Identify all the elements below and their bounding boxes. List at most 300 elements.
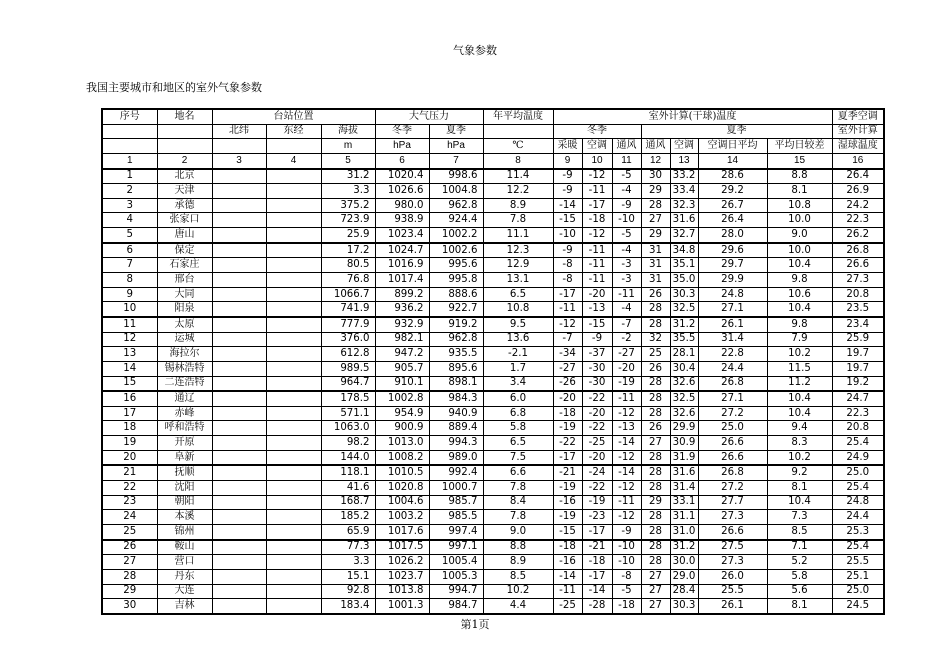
cell-summer-ac-daily-avg: 26.1 bbox=[698, 317, 767, 332]
column-number: 8 bbox=[483, 153, 553, 168]
cell-seq: 29 bbox=[102, 584, 157, 599]
cell-daily-range: 9.4 bbox=[767, 421, 832, 436]
cell-longitude bbox=[266, 481, 321, 496]
cell-summer-vent: 31 bbox=[641, 273, 670, 288]
cell-pressure-winter: 980.0 bbox=[375, 198, 429, 213]
cell-winter-heating: -34 bbox=[553, 347, 582, 362]
cell-city-name: 鞍山 bbox=[157, 540, 212, 555]
cell-pressure-winter: 954.9 bbox=[375, 406, 429, 421]
cell-daily-range: 10.2 bbox=[767, 450, 832, 465]
cell-longitude bbox=[266, 569, 321, 584]
header-cell-empty bbox=[102, 139, 157, 154]
cell-city-name: 保定 bbox=[157, 243, 212, 258]
cell-city-name: 太原 bbox=[157, 317, 212, 332]
cell-altitude: 118.1 bbox=[321, 465, 375, 480]
cell-winter-ac: -23 bbox=[582, 510, 612, 525]
cell-latitude bbox=[212, 555, 266, 570]
cell-pressure-summer: 935.5 bbox=[429, 347, 483, 362]
cell-daily-range: 5.2 bbox=[767, 555, 832, 570]
header-annual-temp: 年平均温度 bbox=[483, 109, 553, 124]
cell-winter-vent: -4 bbox=[612, 302, 641, 317]
cell-pressure-winter: 1016.9 bbox=[375, 258, 429, 273]
cell-city-name: 张家口 bbox=[157, 213, 212, 228]
cell-daily-range: 8.5 bbox=[767, 524, 832, 539]
cell-city-name: 石家庄 bbox=[157, 258, 212, 273]
cell-summer-wet-bulb: 25.3 bbox=[832, 524, 884, 539]
table-row bbox=[102, 406, 884, 421]
cell-summer-wet-bulb: 26.6 bbox=[832, 258, 884, 273]
cell-longitude bbox=[266, 169, 321, 184]
cell-winter-ac: -25 bbox=[582, 436, 612, 451]
table-row bbox=[102, 524, 884, 539]
cell-summer-ac: 28.4 bbox=[670, 584, 698, 599]
cell-seq: 5 bbox=[102, 228, 157, 243]
cell-summer-vent: 31 bbox=[641, 243, 670, 258]
cell-annual-temp: 6.8 bbox=[483, 406, 553, 421]
cell-altitude: 376.0 bbox=[321, 332, 375, 347]
cell-summer-ac: 33.2 bbox=[670, 169, 698, 184]
cell-summer-ac: 32.3 bbox=[670, 198, 698, 213]
cell-altitude: 1066.7 bbox=[321, 287, 375, 302]
cell-winter-ac: -11 bbox=[582, 184, 612, 199]
header-cell-empty bbox=[157, 124, 212, 139]
cell-summer-ac-daily-avg: 27.2 bbox=[698, 481, 767, 496]
cell-daily-range: 10.0 bbox=[767, 213, 832, 228]
cell-winter-ac: -24 bbox=[582, 465, 612, 480]
cell-pressure-summer: 919.2 bbox=[429, 317, 483, 332]
cell-pressure-summer: 984.7 bbox=[429, 599, 483, 614]
cell-latitude bbox=[212, 376, 266, 391]
cell-pressure-winter: 1023.7 bbox=[375, 569, 429, 584]
cell-altitude: 80.5 bbox=[321, 258, 375, 273]
cell-altitude: 92.8 bbox=[321, 584, 375, 599]
cell-pressure-summer: 962.8 bbox=[429, 332, 483, 347]
cell-pressure-summer: 997.1 bbox=[429, 540, 483, 555]
cell-summer-ac: 31.0 bbox=[670, 524, 698, 539]
cell-summer-wet-bulb: 22.3 bbox=[832, 406, 884, 421]
cell-seq: 26 bbox=[102, 540, 157, 555]
cell-latitude bbox=[212, 213, 266, 228]
cell-annual-temp: 5.8 bbox=[483, 421, 553, 436]
cell-pressure-winter: 1020.8 bbox=[375, 481, 429, 496]
cell-longitude bbox=[266, 258, 321, 273]
cell-latitude bbox=[212, 332, 266, 347]
cell-longitude bbox=[266, 184, 321, 199]
cell-winter-heating: -25 bbox=[553, 599, 582, 614]
cell-summer-ac-daily-avg: 27.3 bbox=[698, 555, 767, 570]
cell-latitude bbox=[212, 228, 266, 243]
cell-city-name: 阜新 bbox=[157, 450, 212, 465]
cell-daily-range: 8.1 bbox=[767, 184, 832, 199]
cell-altitude: 41.6 bbox=[321, 481, 375, 496]
table-row bbox=[102, 569, 884, 584]
cell-longitude bbox=[266, 584, 321, 599]
cell-annual-temp: 8.4 bbox=[483, 495, 553, 510]
cell-summer-ac: 32.6 bbox=[670, 406, 698, 421]
cell-summer-wet-bulb: 22.3 bbox=[832, 213, 884, 228]
cell-city-name: 吉林 bbox=[157, 599, 212, 614]
cell-summer-wet-bulb: 24.5 bbox=[832, 599, 884, 614]
cell-pressure-winter: 1020.4 bbox=[375, 169, 429, 184]
cell-winter-vent: -14 bbox=[612, 465, 641, 480]
cell-latitude bbox=[212, 258, 266, 273]
cell-winter-vent: -19 bbox=[612, 376, 641, 391]
cell-summer-ac-daily-avg: 26.0 bbox=[698, 569, 767, 584]
header-seq: 序号 bbox=[102, 109, 157, 124]
header-wet-bulb-1: 夏季空调 bbox=[832, 109, 884, 124]
cell-summer-wet-bulb: 24.7 bbox=[832, 391, 884, 406]
cell-summer-vent: 26 bbox=[641, 287, 670, 302]
cell-pressure-winter: 1026.2 bbox=[375, 555, 429, 570]
cell-summer-vent: 28 bbox=[641, 302, 670, 317]
cell-summer-vent: 25 bbox=[641, 347, 670, 362]
cell-summer-ac: 30.3 bbox=[670, 599, 698, 614]
cell-winter-ac: -17 bbox=[582, 524, 612, 539]
cell-daily-range: 10.4 bbox=[767, 302, 832, 317]
cell-summer-ac-daily-avg: 26.6 bbox=[698, 450, 767, 465]
table-row bbox=[102, 361, 884, 376]
table-row bbox=[102, 258, 884, 273]
cell-winter-ac: -21 bbox=[582, 540, 612, 555]
cell-summer-ac-daily-avg: 27.7 bbox=[698, 495, 767, 510]
cell-summer-wet-bulb: 24.2 bbox=[832, 198, 884, 213]
cell-daily-range: 8.1 bbox=[767, 599, 832, 614]
cell-latitude bbox=[212, 169, 266, 184]
cell-pressure-winter: 1010.5 bbox=[375, 465, 429, 480]
cell-altitude: 31.2 bbox=[321, 169, 375, 184]
cell-summer-ac-daily-avg: 27.5 bbox=[698, 540, 767, 555]
header-cell-empty bbox=[102, 124, 157, 139]
cell-pressure-summer: 898.1 bbox=[429, 376, 483, 391]
cell-longitude bbox=[266, 273, 321, 288]
cell-seq: 6 bbox=[102, 243, 157, 258]
cell-longitude bbox=[266, 540, 321, 555]
cell-daily-range: 5.8 bbox=[767, 569, 832, 584]
cell-summer-wet-bulb: 25.4 bbox=[832, 540, 884, 555]
header-lon: 东经 bbox=[266, 124, 321, 139]
column-number: 1 bbox=[102, 153, 157, 168]
cell-summer-ac: 31.2 bbox=[670, 540, 698, 555]
cell-city-name: 呼和浩特 bbox=[157, 421, 212, 436]
cell-pressure-summer: 1004.8 bbox=[429, 184, 483, 199]
cell-winter-ac: -22 bbox=[582, 391, 612, 406]
cell-daily-range: 10.0 bbox=[767, 243, 832, 258]
table-row bbox=[102, 213, 884, 228]
cell-seq: 19 bbox=[102, 436, 157, 451]
cell-latitude bbox=[212, 243, 266, 258]
table-row bbox=[102, 198, 884, 213]
header-name: 地名 bbox=[157, 109, 212, 124]
cell-summer-ac-daily-avg: 26.8 bbox=[698, 465, 767, 480]
cell-daily-range: 10.4 bbox=[767, 495, 832, 510]
cell-altitude: 964.7 bbox=[321, 376, 375, 391]
cell-winter-heating: -22 bbox=[553, 436, 582, 451]
cell-daily-range: 10.8 bbox=[767, 198, 832, 213]
cell-summer-vent: 27 bbox=[641, 213, 670, 228]
cell-latitude bbox=[212, 540, 266, 555]
cell-winter-ac: -14 bbox=[582, 584, 612, 599]
cell-pressure-winter: 1026.6 bbox=[375, 184, 429, 199]
cell-latitude bbox=[212, 198, 266, 213]
cell-altitude: 741.9 bbox=[321, 302, 375, 317]
cell-winter-heating: -21 bbox=[553, 465, 582, 480]
cell-summer-wet-bulb: 25.4 bbox=[832, 481, 884, 496]
page-title: 气象参数 bbox=[453, 44, 497, 57]
cell-summer-ac-daily-avg: 24.8 bbox=[698, 287, 767, 302]
cell-daily-range: 9.0 bbox=[767, 228, 832, 243]
cell-altitude: 723.9 bbox=[321, 213, 375, 228]
cell-winter-ac: -11 bbox=[582, 258, 612, 273]
cell-pressure-summer: 985.5 bbox=[429, 510, 483, 525]
header-cell-empty bbox=[483, 124, 553, 139]
cell-winter-heating: -12 bbox=[553, 317, 582, 332]
cell-summer-vent: 28 bbox=[641, 481, 670, 496]
cell-summer-wet-bulb: 26.4 bbox=[832, 169, 884, 184]
cell-pressure-summer: 1002.6 bbox=[429, 243, 483, 258]
cell-summer-vent: 32 bbox=[641, 332, 670, 347]
cell-summer-wet-bulb: 19.7 bbox=[832, 361, 884, 376]
cell-annual-temp: 10.8 bbox=[483, 302, 553, 317]
cell-pressure-winter: 1017.6 bbox=[375, 524, 429, 539]
cell-altitude: 15.1 bbox=[321, 569, 375, 584]
cell-summer-wet-bulb: 25.9 bbox=[832, 332, 884, 347]
cell-winter-vent: -12 bbox=[612, 481, 641, 496]
cell-city-name: 丹东 bbox=[157, 569, 212, 584]
cell-pressure-summer: 1005.3 bbox=[429, 569, 483, 584]
cell-seq: 25 bbox=[102, 524, 157, 539]
cell-winter-vent: -3 bbox=[612, 273, 641, 288]
cell-city-name: 锡林浩特 bbox=[157, 361, 212, 376]
table-row bbox=[102, 481, 884, 496]
cell-summer-wet-bulb: 19.7 bbox=[832, 347, 884, 362]
cell-daily-range: 11.5 bbox=[767, 361, 832, 376]
cell-longitude bbox=[266, 347, 321, 362]
cell-seq: 10 bbox=[102, 302, 157, 317]
cell-daily-range: 10.6 bbox=[767, 287, 832, 302]
cell-winter-vent: -4 bbox=[612, 184, 641, 199]
cell-latitude bbox=[212, 524, 266, 539]
cell-pressure-summer: 998.6 bbox=[429, 169, 483, 184]
cell-winter-ac: -20 bbox=[582, 406, 612, 421]
cell-summer-ac: 31.6 bbox=[670, 465, 698, 480]
cell-annual-temp: 7.5 bbox=[483, 450, 553, 465]
cell-annual-temp: 7.8 bbox=[483, 510, 553, 525]
cell-altitude: 185.2 bbox=[321, 510, 375, 525]
cell-seq: 14 bbox=[102, 361, 157, 376]
cell-longitude bbox=[266, 465, 321, 480]
cell-pressure-summer: 992.4 bbox=[429, 465, 483, 480]
cell-annual-temp: 11.4 bbox=[483, 169, 553, 184]
column-number: 10 bbox=[582, 153, 612, 168]
header-hpa-winter: hPa bbox=[375, 139, 429, 154]
cell-winter-ac: -37 bbox=[582, 347, 612, 362]
cell-seq: 18 bbox=[102, 421, 157, 436]
cell-winter-vent: -27 bbox=[612, 347, 641, 362]
cell-city-name: 天津 bbox=[157, 184, 212, 199]
cell-altitude: 183.4 bbox=[321, 599, 375, 614]
table-row bbox=[102, 243, 884, 258]
cell-winter-vent: -7 bbox=[612, 317, 641, 332]
cell-daily-range: 8.8 bbox=[767, 169, 832, 184]
cell-pressure-summer: 989.0 bbox=[429, 450, 483, 465]
cell-winter-heating: -14 bbox=[553, 569, 582, 584]
cell-winter-ac: -9 bbox=[582, 332, 612, 347]
cell-winter-ac: -28 bbox=[582, 599, 612, 614]
table-row bbox=[102, 540, 884, 555]
cell-latitude bbox=[212, 317, 266, 332]
header-cell-empty bbox=[157, 139, 212, 154]
cell-latitude bbox=[212, 450, 266, 465]
cell-winter-heating: -15 bbox=[553, 213, 582, 228]
table-row bbox=[102, 436, 884, 451]
cell-city-name: 大连 bbox=[157, 584, 212, 599]
cell-city-name: 二连浩特 bbox=[157, 376, 212, 391]
cell-longitude bbox=[266, 406, 321, 421]
cell-seq: 23 bbox=[102, 495, 157, 510]
header-hpa-summer: hPa bbox=[429, 139, 483, 154]
cell-seq: 28 bbox=[102, 569, 157, 584]
cell-summer-wet-bulb: 25.5 bbox=[832, 555, 884, 570]
header-heating: 采暖 bbox=[553, 139, 582, 154]
cell-winter-vent: -4 bbox=[612, 243, 641, 258]
cell-summer-ac: 32.7 bbox=[670, 228, 698, 243]
cell-pressure-summer: 924.4 bbox=[429, 213, 483, 228]
cell-seq: 1 bbox=[102, 169, 157, 184]
cell-latitude bbox=[212, 406, 266, 421]
cell-winter-vent: -11 bbox=[612, 391, 641, 406]
cell-summer-ac-daily-avg: 26.1 bbox=[698, 599, 767, 614]
cell-pressure-summer: 984.3 bbox=[429, 391, 483, 406]
table-row bbox=[102, 555, 884, 570]
cell-winter-vent: -12 bbox=[612, 450, 641, 465]
header-station: 台站位置 bbox=[212, 109, 375, 124]
table-caption: 我国主要城市和地区的室外气象参数 bbox=[86, 81, 262, 94]
cell-city-name: 赤峰 bbox=[157, 406, 212, 421]
cell-annual-temp: 9.5 bbox=[483, 317, 553, 332]
cell-summer-vent: 28 bbox=[641, 524, 670, 539]
cell-summer-ac-daily-avg: 22.8 bbox=[698, 347, 767, 362]
cell-city-name: 唐山 bbox=[157, 228, 212, 243]
table-row bbox=[102, 391, 884, 406]
cell-latitude bbox=[212, 391, 266, 406]
cell-summer-wet-bulb: 27.3 bbox=[832, 273, 884, 288]
cell-daily-range: 9.8 bbox=[767, 317, 832, 332]
cell-winter-heating: -20 bbox=[553, 391, 582, 406]
cell-pressure-summer: 994.7 bbox=[429, 584, 483, 599]
cell-summer-vent: 27 bbox=[641, 599, 670, 614]
header-wet-bulb-2: 室外计算 bbox=[832, 124, 884, 139]
cell-altitude: 178.5 bbox=[321, 391, 375, 406]
cell-seq: 12 bbox=[102, 332, 157, 347]
cell-longitude bbox=[266, 213, 321, 228]
cell-latitude bbox=[212, 569, 266, 584]
cell-pressure-winter: 1002.8 bbox=[375, 391, 429, 406]
cell-pressure-summer: 888.6 bbox=[429, 287, 483, 302]
cell-summer-ac-daily-avg: 27.1 bbox=[698, 302, 767, 317]
cell-pressure-summer: 997.4 bbox=[429, 524, 483, 539]
cell-seq: 3 bbox=[102, 198, 157, 213]
cell-winter-vent: -12 bbox=[612, 406, 641, 421]
header-vent-summer: 通风 bbox=[641, 139, 670, 154]
cell-daily-range: 9.8 bbox=[767, 273, 832, 288]
header-winter-calc: 冬季 bbox=[553, 124, 641, 139]
cell-pressure-summer: 922.7 bbox=[429, 302, 483, 317]
cell-pressure-winter: 1001.3 bbox=[375, 599, 429, 614]
header-alt: 海拔 bbox=[321, 124, 375, 139]
cell-latitude bbox=[212, 273, 266, 288]
cell-winter-ac: -12 bbox=[582, 169, 612, 184]
cell-summer-ac-daily-avg: 29.6 bbox=[698, 243, 767, 258]
cell-winter-heating: -11 bbox=[553, 584, 582, 599]
cell-summer-ac: 35.1 bbox=[670, 258, 698, 273]
cell-pressure-winter: 982.1 bbox=[375, 332, 429, 347]
cell-pressure-summer: 962.8 bbox=[429, 198, 483, 213]
cell-daily-range: 7.3 bbox=[767, 510, 832, 525]
cell-pressure-winter: 1017.4 bbox=[375, 273, 429, 288]
cell-longitude bbox=[266, 599, 321, 614]
cell-latitude bbox=[212, 481, 266, 496]
cell-city-name: 朝阳 bbox=[157, 495, 212, 510]
cell-winter-heating: -15 bbox=[553, 524, 582, 539]
cell-summer-vent: 29 bbox=[641, 495, 670, 510]
cell-summer-vent: 30 bbox=[641, 169, 670, 184]
cell-summer-ac-daily-avg: 28.0 bbox=[698, 228, 767, 243]
table-row bbox=[102, 273, 884, 288]
cell-pressure-winter: 1017.5 bbox=[375, 540, 429, 555]
cell-winter-heating: -18 bbox=[553, 540, 582, 555]
cell-seq: 22 bbox=[102, 481, 157, 496]
cell-latitude bbox=[212, 287, 266, 302]
cell-winter-vent: -8 bbox=[612, 569, 641, 584]
cell-winter-ac: -18 bbox=[582, 555, 612, 570]
cell-latitude bbox=[212, 361, 266, 376]
cell-seq: 16 bbox=[102, 391, 157, 406]
cell-winter-vent: -18 bbox=[612, 599, 641, 614]
cell-daily-range: 7.9 bbox=[767, 332, 832, 347]
cell-winter-ac: -22 bbox=[582, 421, 612, 436]
cell-longitude bbox=[266, 436, 321, 451]
column-number: 9 bbox=[553, 153, 582, 168]
cell-winter-ac: -22 bbox=[582, 481, 612, 496]
cell-latitude bbox=[212, 347, 266, 362]
cell-annual-temp: 6.5 bbox=[483, 287, 553, 302]
cell-summer-vent: 29 bbox=[641, 228, 670, 243]
cell-pressure-winter: 1023.4 bbox=[375, 228, 429, 243]
header-lat: 北纬 bbox=[212, 124, 266, 139]
cell-summer-wet-bulb: 23.5 bbox=[832, 302, 884, 317]
cell-city-name: 阳泉 bbox=[157, 302, 212, 317]
cell-longitude bbox=[266, 524, 321, 539]
cell-summer-ac-daily-avg: 25.5 bbox=[698, 584, 767, 599]
cell-winter-ac: -19 bbox=[582, 495, 612, 510]
table-row bbox=[102, 465, 884, 480]
cell-summer-vent: 28 bbox=[641, 391, 670, 406]
header-alt-unit: m bbox=[321, 139, 375, 154]
cell-longitude bbox=[266, 510, 321, 525]
cell-pressure-summer: 889.4 bbox=[429, 421, 483, 436]
cell-winter-vent: -11 bbox=[612, 495, 641, 510]
cell-altitude: 65.9 bbox=[321, 524, 375, 539]
cell-pressure-winter: 1013.8 bbox=[375, 584, 429, 599]
cell-summer-wet-bulb: 25.1 bbox=[832, 569, 884, 584]
cell-winter-vent: -9 bbox=[612, 524, 641, 539]
table-row bbox=[102, 169, 884, 184]
cell-winter-ac: -15 bbox=[582, 317, 612, 332]
cell-annual-temp: 13.1 bbox=[483, 273, 553, 288]
cell-pressure-summer: 1005.4 bbox=[429, 555, 483, 570]
cell-winter-ac: -20 bbox=[582, 450, 612, 465]
cell-longitude bbox=[266, 376, 321, 391]
